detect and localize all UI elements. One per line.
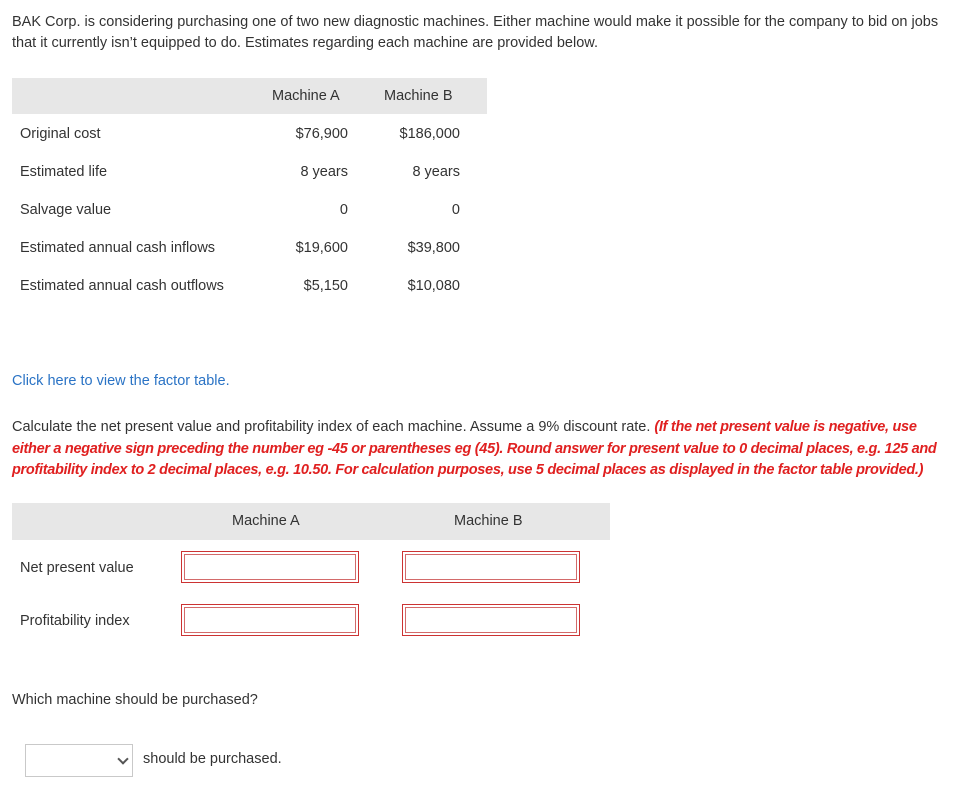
row-label: Original cost xyxy=(20,126,101,142)
machine-select-dropdown[interactable] xyxy=(25,744,133,777)
factor-table-link[interactable]: Click here to view the factor table. xyxy=(12,373,230,389)
answers-header xyxy=(12,503,610,540)
row-label: Estimated annual cash inflows xyxy=(20,240,216,256)
pi-machine-b-input[interactable] xyxy=(405,607,577,633)
row-label: Estimated annual cash outflows xyxy=(20,278,224,294)
instructions-rounding-note: (If the net present value is negative, use either a negative sign preceding the number eg -45 or parentheses eg (45). Round answer for present value to 0 decimal places, e.g. 125 and profitability index to 2 decimal places, e.g. 10.50. For calculation purposes, use 5 decimal places as displayed in the factor table provided.) xyxy=(12,419,937,478)
npv-machine-a-field xyxy=(181,551,359,583)
purchase-question: Which machine should be purchased? xyxy=(12,692,258,708)
profitability-index-label: Profitability index xyxy=(20,613,130,629)
estimates-row xyxy=(20,240,460,260)
row-label: Salvage value xyxy=(20,202,112,218)
machine-a-value: 8 years xyxy=(300,164,348,180)
npv-machine-b-field xyxy=(402,551,580,583)
intro-text: BAK Corp. is considering purchasing one of two new diagnostic machines. Either machine would make it possible for the company to bid on jobs that it currently isn’t equipped to do. Estimates regarding each machine are provided below. xyxy=(12,14,939,51)
estimates-row xyxy=(20,278,460,298)
answers-col-machine-a: Machine A xyxy=(232,513,300,529)
instructions-text xyxy=(12,417,947,482)
machine-a-value: $19,600 xyxy=(295,240,348,256)
machine-b-value: 0 xyxy=(451,202,460,218)
machine-a-value: $5,150 xyxy=(303,278,348,294)
instructions-plain: Calculate the net present value and profitability index of each machine. Assume a 9% discount rate. xyxy=(12,419,655,435)
npv-machine-b-input[interactable] xyxy=(405,554,577,580)
pi-machine-b-field xyxy=(402,604,580,636)
machine-a-value: 0 xyxy=(339,202,348,218)
npv-machine-a-input[interactable] xyxy=(184,554,356,580)
machine-b-value: $10,080 xyxy=(407,278,460,294)
answers-col-machine-b: Machine B xyxy=(454,513,523,529)
select-suffix-text: should be purchased. xyxy=(143,751,282,767)
machine-a-value: $76,900 xyxy=(295,126,348,142)
net-present-value-label: Net present value xyxy=(20,560,134,576)
chevron-down-icon xyxy=(117,753,128,764)
row-label: Estimated life xyxy=(20,164,108,180)
estimates-col-machine-b: Machine B xyxy=(384,88,453,104)
machine-b-value: $186,000 xyxy=(399,126,460,142)
machine-b-value: $39,800 xyxy=(407,240,460,256)
estimates-col-machine-a: Machine A xyxy=(272,88,340,104)
estimates-row xyxy=(20,126,460,146)
estimates-row xyxy=(20,164,460,184)
pi-machine-a-field xyxy=(181,604,359,636)
pi-machine-a-input[interactable] xyxy=(184,607,356,633)
estimates-header xyxy=(12,78,487,114)
estimates-row xyxy=(20,202,460,222)
machine-b-value: 8 years xyxy=(412,164,460,180)
